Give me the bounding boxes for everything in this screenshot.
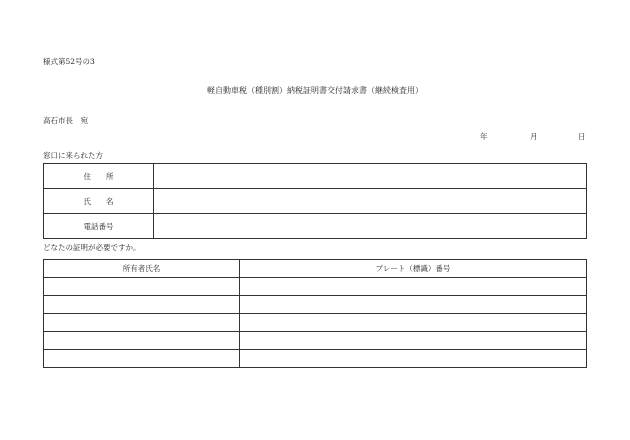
table-row [44, 278, 587, 296]
table-row [44, 314, 587, 332]
date-month-label: 月 [530, 132, 538, 141]
plate-number-cell[interactable] [240, 332, 587, 350]
visitor-name-row [44, 189, 587, 214]
addressee: 高石市長 宛 [43, 116, 88, 125]
plate-number-cell[interactable] [240, 296, 587, 314]
certificate-header-row [44, 260, 587, 278]
table-row [44, 350, 587, 368]
name-field[interactable] [154, 189, 587, 214]
visitor-section-heading: 窓口に来られた方 [43, 151, 103, 160]
table-row [44, 296, 587, 314]
plate-number-cell[interactable] [240, 278, 587, 296]
visitor-phone-row [44, 214, 587, 239]
table-row [44, 332, 587, 350]
name-label: 氏 名 [44, 189, 154, 214]
plate-number-cell[interactable] [240, 314, 587, 332]
form-number: 様式第52号の3 [43, 57, 95, 66]
date-day-label: 日 [578, 132, 586, 141]
owner-name-cell[interactable] [44, 314, 240, 332]
visitor-address-row [44, 164, 587, 189]
owner-name-cell[interactable] [44, 332, 240, 350]
plate-number-column-header: プレート（標識）番号 [240, 260, 587, 278]
document-title: 軽自動車税（種別割）納税証明書交付請求書（継続検査用） [207, 86, 423, 95]
certificate-section-heading: どなたの証明が必要ですか。 [43, 243, 141, 252]
owner-name-column-header: 所有者氏名 [44, 260, 240, 278]
certificate-table [43, 259, 587, 368]
address-field[interactable] [154, 164, 587, 189]
plate-number-cell[interactable] [240, 350, 587, 368]
date-year-label: 年 [480, 132, 488, 141]
visitor-table [43, 163, 587, 239]
owner-name-cell[interactable] [44, 296, 240, 314]
phone-field[interactable] [154, 214, 587, 239]
owner-name-cell[interactable] [44, 278, 240, 296]
phone-label: 電話番号 [44, 214, 154, 239]
owner-name-cell[interactable] [44, 350, 240, 368]
address-label: 住 所 [44, 164, 154, 189]
